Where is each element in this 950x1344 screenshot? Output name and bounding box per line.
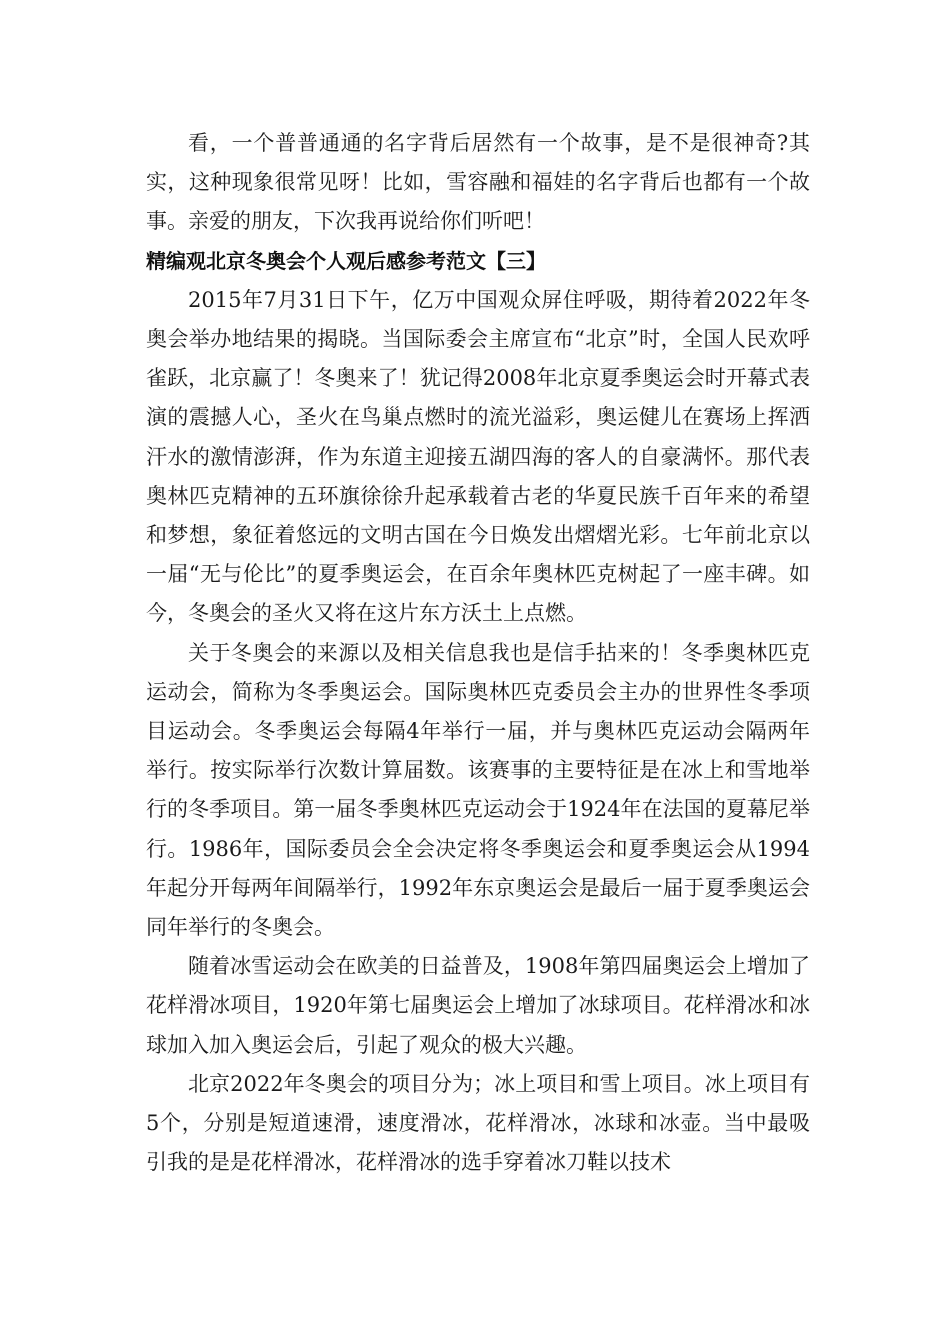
paragraph-winter-olympics-origin: 关于冬奥会的来源以及相关信息我也是信手拈来的！冬季奥林匹克运动会，简称为冬季奥运会。国际奥林匹克委员会主办的世界性冬季项目运动会。冬季奥运会每隔4年举行一届，并与奥林匹克运动会隔两年举行。按实际举行次数计算届数。该赛事的主要特征是在冰上和雪地举行的冬季项目。第一届冬季奥林匹克运动会于1924年在法国的夏幕尼举行。1986年，国际委员会全会决定将冬季奥运会和夏季奥运会从1994年起分开每两年间隔举行，1992年东京奥运会是最后一届于夏季奥运会同年举行的冬奥会。: [146, 640, 810, 940]
section-heading: 精编观北京冬奥会个人观后感参考范文【三】: [146, 248, 546, 273]
paragraph-bid-announcement: 2015年7月31日下午，亿万中国观众屏住呼吸，期待着2022年冬奥会举办地结果的揭晓。当国际委会主席宣布“北京”时，全国人民欢呼雀跃，北京赢了！冬奥来了！犹记得2008年北京夏季奥运会时开幕式表演的震撼人心，圣火在鸟巢点燃时的流光溢彩，奥运健儿在赛场上挥洒汗水的激情澎湃，作为东道主迎接五湖四海的客人的自豪满怀。那代表奥林匹克精神的五环旗徐徐升起承载着古老的华夏民族千百年来的希望和梦想，象征着悠远的文明古国在今日焕发出熠熠光彩。七年前北京以一届“无与伦比”的夏季奥运会，在百余年奥林匹克树起了一座丰碑。如今，冬奥会的圣火又将在这片东方沃土上点燃。: [146, 287, 810, 626]
paragraph-ice-sports-history: 随着冰雪运动会在欧美的日益普及，1908年第四届奥运会上增加了花样滑冰项目，1920年第七届奥运会上增加了冰球项目。花样滑冰和冰球加入加入奥运会后，引起了观众的极大兴趣。: [146, 954, 810, 1057]
paragraph-beijing-events: 北京2022年冬奥会的项目分为；冰上项目和雪上项目。冰上项目有5个，分别是短道速滑，速度滑冰，花样滑冰，冰球和冰壶。当中最吸引我的是是花样滑冰，花样滑冰的选手穿着冰刀鞋以技术: [146, 1071, 810, 1175]
paragraph-intro-continuation: 看，一个普普通通的名字背后居然有一个故事，是不是很神奇?其实，这种现象很常见呀！比如，雪容融和福娃的名字背后也都有一个故事。亲爱的朋友，下次我再说给你们听吧！: [146, 131, 810, 234]
document-body: [146, 124, 810, 1182]
